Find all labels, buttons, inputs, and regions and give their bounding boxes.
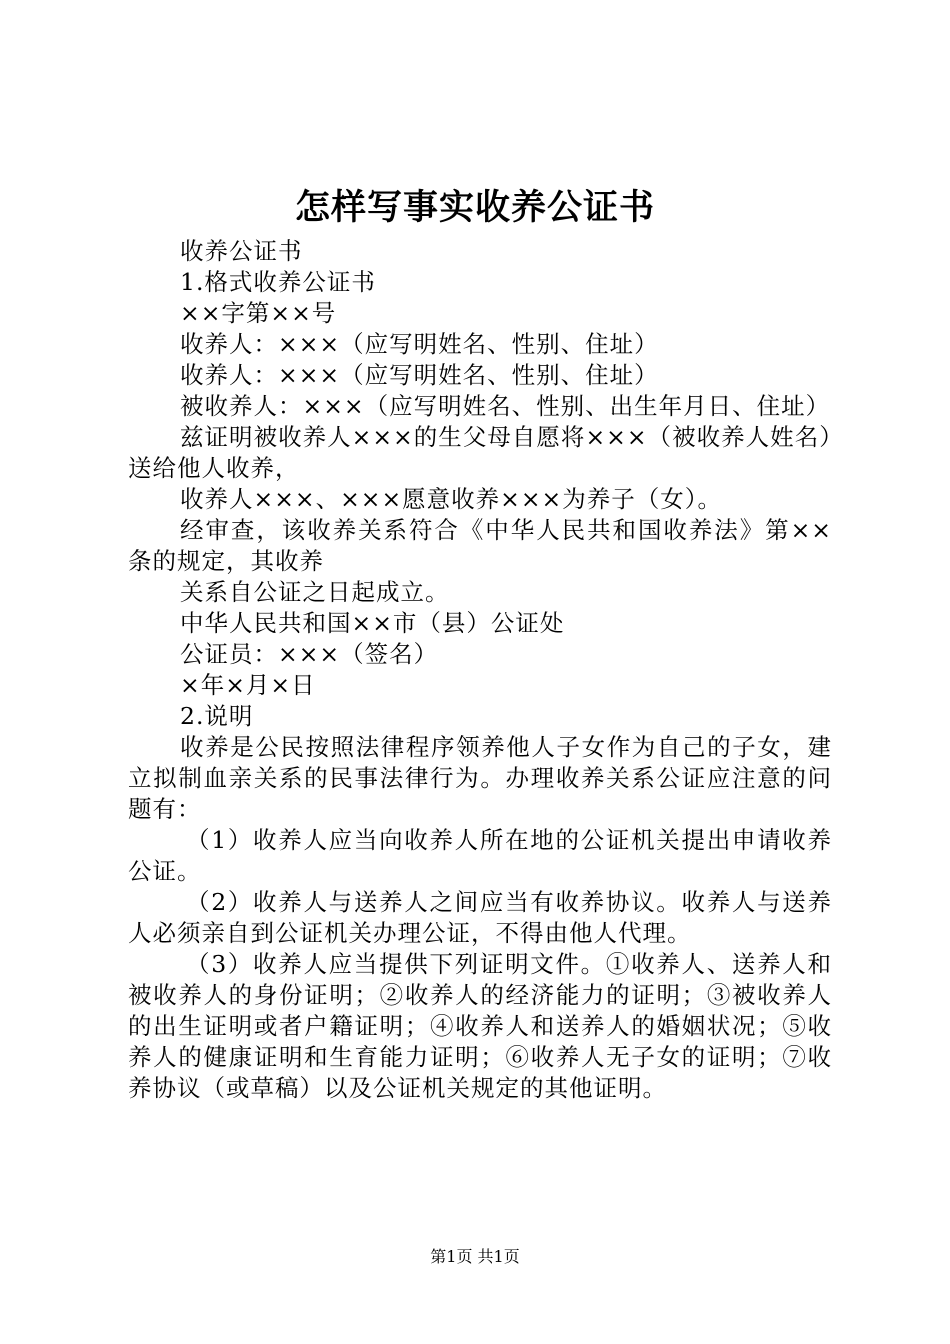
paragraph: （2）收养人与送养人之间应当有收养协议。收养人与送养人必须亲自到公证机关办理公证，不得由他人代理。 xyxy=(128,888,832,947)
paragraph: 被收养人：×××（应写明姓名、性别、出生年月日、住址） xyxy=(180,392,831,420)
paragraph: 经审查，该收养关系符合《中华人民共和国收养法》第××条的规定，其收养 xyxy=(128,516,832,575)
paragraph: ××字第××号 xyxy=(180,299,337,327)
paragraph: 关系自公证之日起成立。 xyxy=(180,578,450,606)
paragraph: 2.说明 xyxy=(180,702,254,730)
document-title: 怎样写事实收养公证书 xyxy=(294,187,655,228)
paragraph: （3）收养人应当提供下列证明文件。①收养人、送养人和被收养人的身份证明；②收养人的经济能力的证明；③被收养人的出生证明或者户籍证明；④收养人和送养人的婚姻状况；⑤收养人的健康证明和生育能力证明；⑥收养人无子女的证明；⑦收养协议（或草稿）以及公证机关规定的其他证明。 xyxy=(128,950,832,1102)
paragraph: （1）收养人应当向收养人所在地的公证机关提出申请收养公证。 xyxy=(128,826,832,885)
document-body xyxy=(128,236,832,1104)
page-footer: 第1页 共1页 xyxy=(430,1247,520,1266)
paragraph: 中华人民共和国××市（县）公证处 xyxy=(180,609,565,637)
paragraph: 兹证明被收养人×××的生父母自愿将×××（被收养人姓名）送给他人收养， xyxy=(128,423,832,482)
paragraph: ×年×月×日 xyxy=(180,671,316,699)
paragraph: 收养是公民按照法律程序领养他人子女作为自己的子女，建立拟制血亲关系的民事法律行为。办理收养关系公证应注意的问题有： xyxy=(128,733,832,823)
paragraph: 收养公证书 xyxy=(180,237,303,265)
paragraph: 收养人：×××（应写明姓名、性别、住址） xyxy=(180,330,659,358)
paragraph: 公证员：×××（签名） xyxy=(180,640,439,668)
paragraph: 1.格式收养公证书 xyxy=(180,268,376,296)
paragraph: 收养人：×××（应写明姓名、性别、住址） xyxy=(180,361,659,389)
paragraph: 收养人×××、×××愿意收养×××为养子（女）。 xyxy=(180,485,722,513)
